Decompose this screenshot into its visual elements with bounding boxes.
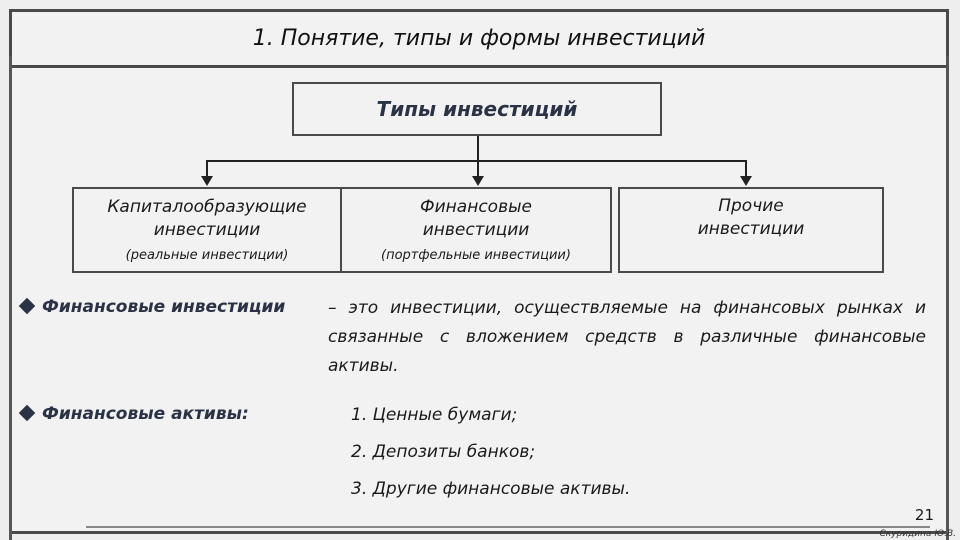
type-label: Капиталообразующие инвестиции	[107, 197, 307, 240]
slide-title: 1. Понятие, типы и формы инвестиций	[252, 26, 706, 51]
type-sublabel: (реальные инвестиции)	[125, 248, 289, 263]
type-box-other	[618, 187, 884, 273]
connector-root-vertical	[477, 136, 479, 178]
diamond-bullet-icon	[20, 299, 34, 313]
asset-item: 2. Депозиты банков;	[351, 442, 536, 462]
author-signature: Скуридина Ю.В.	[879, 529, 956, 539]
title-band	[12, 12, 946, 68]
right-bar	[946, 56, 949, 540]
definition-text: – это инвестиции, осуществляемые на финансовых рынках и связанные с вложением средств в различные финансовые активы.	[328, 298, 926, 376]
asset-item: 1. Ценные бумаги;	[351, 405, 518, 425]
arrow-down-icon	[740, 176, 752, 186]
arrow-down-icon	[472, 176, 484, 186]
left-bar	[9, 56, 12, 540]
type-label: Финансовые инвестиции	[420, 197, 532, 240]
assets-term: Финансовые активы:	[20, 404, 249, 424]
footer-divider	[86, 526, 930, 528]
definition-term: Финансовые инвестиции	[20, 297, 285, 317]
asset-item: 3. Другие финансовые активы.	[351, 479, 631, 499]
page-number: 21	[914, 506, 934, 524]
type-box-financial	[340, 187, 612, 273]
diagram-root-box	[292, 82, 662, 136]
type-label: Прочие инвестиции	[697, 196, 805, 239]
type-box-capital	[72, 187, 342, 273]
diagram-root-label: Типы инвестиций	[376, 97, 578, 121]
connector-horizontal	[206, 160, 747, 162]
arrow-down-icon	[201, 176, 213, 186]
diamond-bullet-icon	[20, 406, 34, 420]
type-sublabel: (портфельные инвестиции)	[381, 248, 571, 263]
